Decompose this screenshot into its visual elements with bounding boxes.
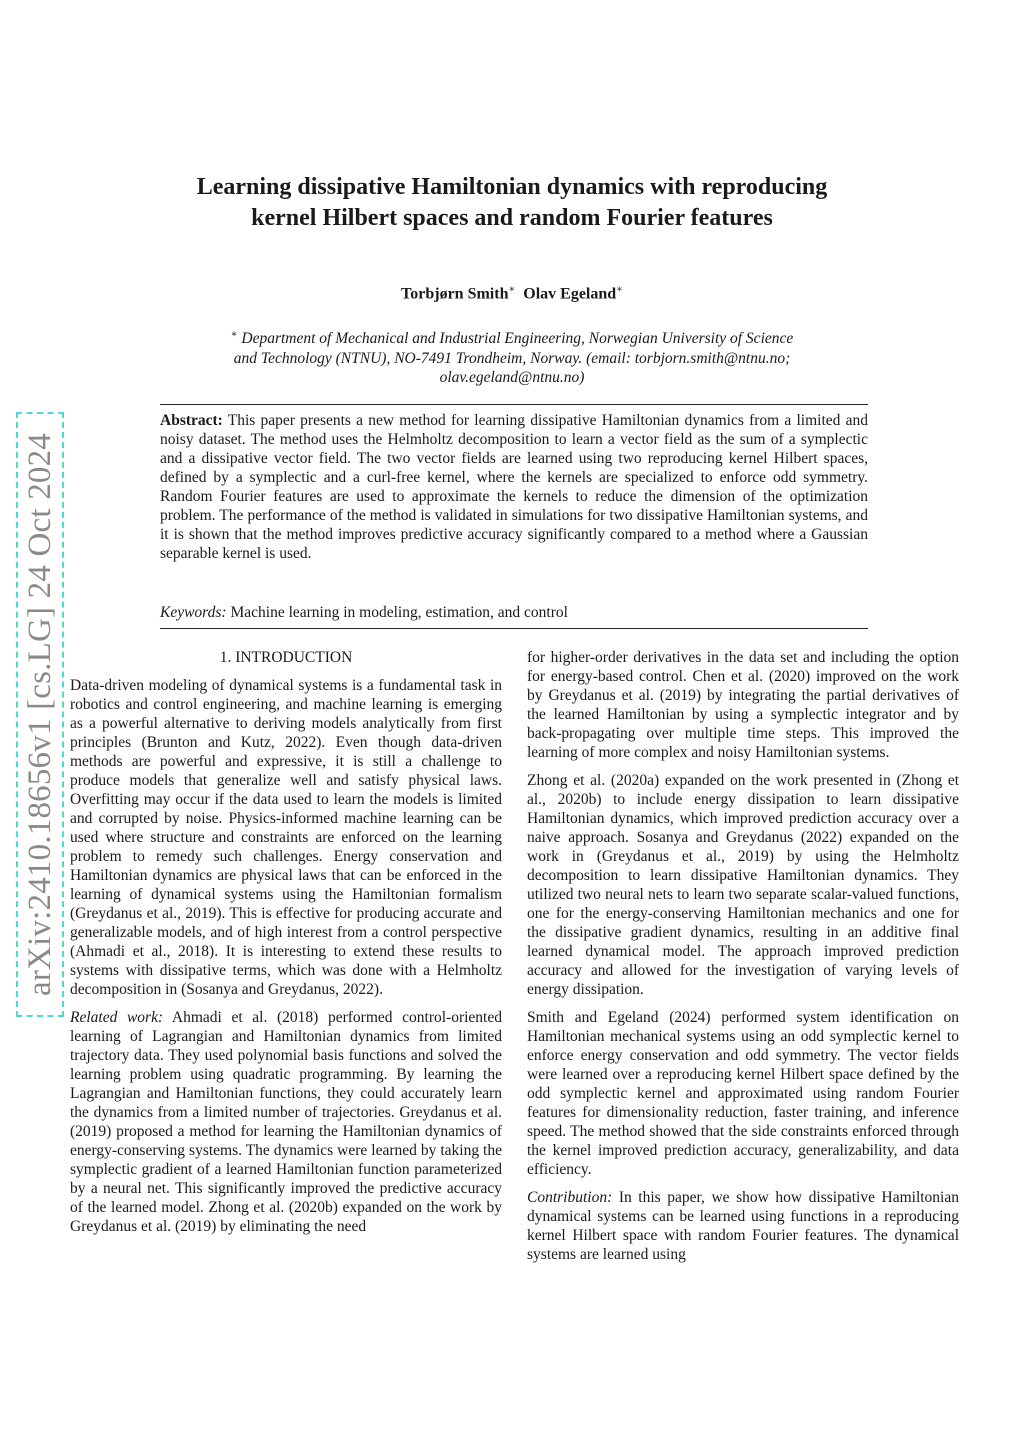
paragraph-text: for higher-order derivatives in the data set and including the option for energy-based control. Chen et al. (2020) improved on the work by Greydanus et al. (2019) by integrating the partial derivatives of the learned Hamiltonian by using a symplectic integrator and by back-propagating over multiple time steps. This improved the learning of more complex and noisy Hamiltonian systems. [527,649,959,761]
keywords [160,604,868,622]
abstract-bottom-rule [160,628,868,629]
paragraph-lead: Related work: [70,1009,164,1026]
affiliation [220,325,804,388]
paragraph-text: Smith and Egeland (2024) performed system identification on Hamiltonian mechanical systems using an odd symplectic kernel to enforce energy conservation and odd symmetry. The vector fields were learned over a reproducing kernel Hilbert space defined by the odd symplectic kernel and approximated using random Fourier features for dimensionality reduction, faster training, and inference speed. The method showed that the side constraints enforced through the kernel improved prediction accuracy, generalizability, and data efficiency. [527,1009,959,1178]
paragraph-text: Data-driven modeling of dynamical systems is a fundamental task in robotics and control engineering, and machine learning is emerging as a powerful alternative to deriving models analytically from first principles (Brunton and Kutz, 2022). Even though data-driven methods are powerful and expressive, it is still a challenge to produce models that generalize well and satisfy physical laws. Overfitting may occur if the data used to learn the models is limited and corrupted by noise. Physics-informed machine learning can be used where structure and constraints are enforced on the learning problem to remedy such challenges. Energy conservation and Hamiltonian dynamics are physical laws that can be enforced in the learning of dynamical systems using the Hamiltonian formalism (Greydanus et al., 2019). This is effective for producing accurate and generalizable models, and of high interest from a control perspective (Ahmadi et al., 2018). It is interesting to extend these results to systems with dissipative terms, which was done with a Helmholtz decomposition in (Sosanya and Greydanus, 2022). [70,677,502,998]
abstract-text: This paper presents a new method for learning dissipative Hamiltonian dynamics from a limited and noisy dataset. The method uses the Helmholtz decomposition to learn a vector field as the sum of a symplectic and a dissipative vector field. The two vector fields are learned using two reproducing kernel Hilbert spaces, defined by a symplectic and a curl-free kernel, where the kernels are specialized to enforce odd symmetry. Random Fourier features are used to approximate the kernels to reduce the dimension of the optimization problem. The performance of the method is validated in simulations for two dissipative Hamiltonian systems, and it is shown that the method improves predictive accuracy significantly compared to a method where a Gaussian separable kernel is used. [160,412,868,562]
paper-title: Learning dissipative Hamiltonian dynamics with reproducing kernel Hilbert spaces and random Fourier features [196,174,828,231]
paragraph-lead: Contribution: [527,1189,613,1206]
section-heading: 1. INTRODUCTION [219,649,353,666]
keywords-text: Machine learning in modeling, estimation, and control [230,604,568,621]
abstract [160,411,868,563]
author-mark: ∗ [508,284,516,295]
abstract-top-rule [160,404,868,405]
keywords-label: Keywords: [160,604,227,621]
author-line [180,284,844,303]
body-paragraph [527,648,959,762]
affiliation-text: Department of Mechanical and Industrial Engineering, Norwegian University of Science and Technology (NTNU), NO-7491 Trondheim, Norway. (email: torbjorn.smith@ntnu.no; olav.egeland@ntnu.no) [233,330,794,387]
author-name: Torbjørn Smith [401,285,509,303]
affiliation-mark: ∗ [230,329,238,340]
related-work-paragraph [70,1008,502,1236]
right-column [527,648,959,1273]
paragraph-text: In this paper, we show how dissipative Hamiltonian dynamical systems can be learned using functions in a reproducing kernel Hilbert space with random Fourier features. The dynamical systems are learned using [527,1189,959,1263]
body-paragraph [527,771,959,999]
intro-paragraph [70,676,502,999]
left-column [70,648,502,1245]
body-paragraph [527,1008,959,1179]
author-name: Olav Egeland [523,285,617,303]
author-mark: ∗ [616,284,623,295]
abstract-label: Abstract: [160,412,223,429]
paragraph-text: Ahmadi et al. (2018) performed control-oriented learning of Lagrangian and Hamiltonian dynamics from limited trajectory data. They used polynomial basis functions and solved the learning problem using quadratic programming. By learning the Lagrangian and Hamiltonian functions, they could accurately learn the dynamics from a limited number of trajectories. Greydanus et al. (2019) proposed a method for learning the Hamiltonian dynamics of energy-conserving systems. The dynamics were learned by taking the symplectic gradient of a learned Hamiltonian function parameterized by a neural net. This significantly improved the predictive accuracy of the learned model. Zhong et al. (2020b) expanded on the work by Greydanus et al. (2019) by eliminating the need [70,1009,502,1235]
arxiv-id: arXiv:2410.18656v1 [cs.LG] 24 Oct 2024 [21,432,58,997]
paragraph-text: Zhong et al. (2020a) expanded on the work presented in (Zhong et al., 2020b) to include energy dissipation to learn dissipative Hamiltonian dynamics, which improved prediction accuracy over a naive approach. Sosanya and Greydanus (2022) expanded on the work in (Greydanus et al., 2019) by using the Helmholtz decomposition to learn dissipative Hamiltonian dynamics. They utilized two neural nets to learn two separate scalar-valued functions, one for the energy-conserving Hamiltonian mechanics and one for the dissipative gradient dynamics, resulting in an additive final learned dynamical model. The approach improved prediction accuracy and allowed for the investigation of varying levels of energy dissipation. [527,772,959,998]
arxiv-stamp [16,412,64,1017]
contribution-paragraph [527,1188,959,1264]
